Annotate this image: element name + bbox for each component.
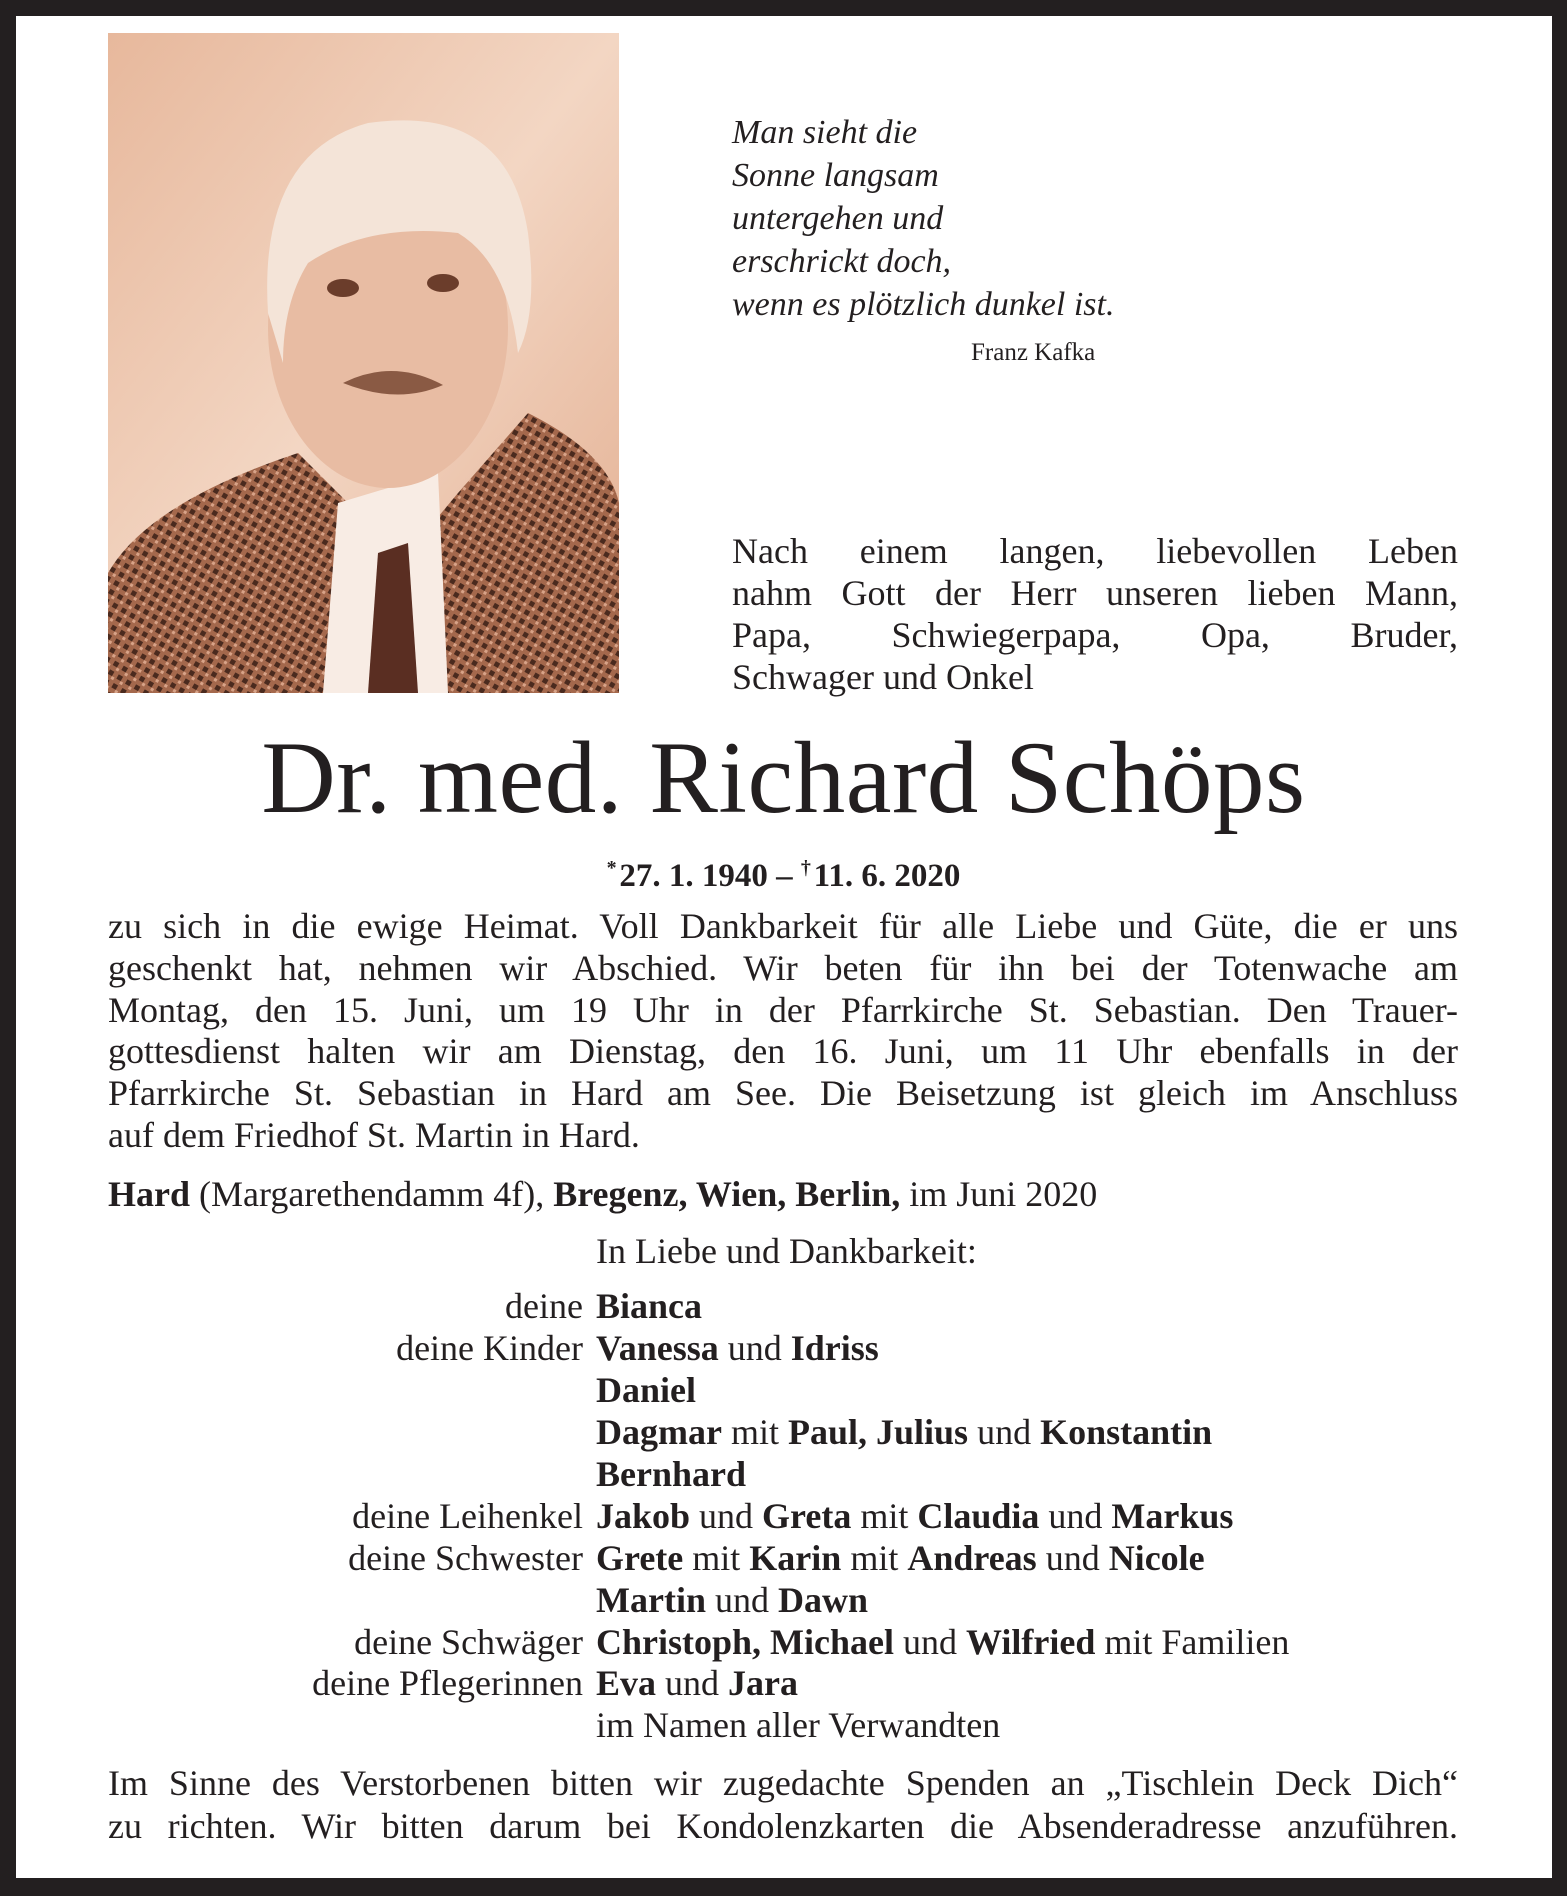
connector-text: und bbox=[656, 1663, 729, 1704]
family-member-name: Grete bbox=[596, 1537, 684, 1578]
connector-text: mit bbox=[721, 1411, 788, 1452]
place-segment: (Margarethendamm 4f), bbox=[190, 1174, 554, 1214]
family-names bbox=[596, 1537, 1205, 1579]
intro-line: Nach einem langen, liebevollen Leben bbox=[732, 531, 1458, 571]
quote-line: Man sieht die bbox=[732, 114, 918, 151]
family-member-name: Dagmar bbox=[596, 1411, 722, 1452]
quote bbox=[732, 111, 1114, 326]
family-member-name: Daniel bbox=[596, 1369, 697, 1410]
birth-symbol: * bbox=[606, 857, 617, 879]
connector-text: und bbox=[1036, 1537, 1109, 1578]
family-member-name: Karin bbox=[749, 1537, 842, 1578]
family-row bbox=[0, 1369, 1567, 1411]
body-line: auf dem Friedhof St. Martin in Hard. bbox=[108, 1114, 640, 1155]
connector-text: mit bbox=[683, 1537, 750, 1578]
death-date: 11. 6. 2020 bbox=[813, 858, 961, 894]
family-names bbox=[596, 1411, 1212, 1453]
place-segment: Hard bbox=[108, 1174, 191, 1214]
quote-line: untergehen und bbox=[732, 200, 944, 237]
connector-text: und bbox=[718, 1327, 791, 1368]
family-member-name: Paul, Julius bbox=[787, 1411, 969, 1452]
family-row bbox=[0, 1704, 1567, 1746]
family-names bbox=[596, 1453, 746, 1495]
portrait-photo-icon bbox=[108, 33, 619, 693]
family-member-name: Jara bbox=[728, 1663, 798, 1704]
family-member-name: Andreas bbox=[907, 1537, 1037, 1578]
connector-text: und bbox=[968, 1411, 1041, 1452]
body-text bbox=[108, 906, 1458, 1157]
quote-line: erschrickt doch, bbox=[732, 243, 952, 280]
relation-label: deine Pflegerinnen bbox=[312, 1663, 583, 1704]
family-row bbox=[0, 1579, 1567, 1621]
family-member-name: Idriss bbox=[790, 1327, 879, 1368]
thanks-heading: In Liebe und Dankbarkeit: bbox=[596, 1231, 977, 1271]
relation-label: deine Schwester bbox=[348, 1537, 583, 1578]
family-member-name: Nicole bbox=[1108, 1537, 1205, 1578]
family-row bbox=[0, 1495, 1567, 1537]
family-member-name: Vanessa bbox=[596, 1327, 719, 1368]
family-row bbox=[0, 1411, 1567, 1453]
family-names bbox=[596, 1704, 1000, 1746]
family-member-name: Christoph, Michael bbox=[596, 1621, 895, 1662]
family-member-name: Konstantin bbox=[1040, 1411, 1213, 1452]
connector-text: und bbox=[894, 1621, 967, 1662]
connector-text: und bbox=[705, 1579, 778, 1620]
relation-label: deine Leihenkel bbox=[352, 1495, 583, 1536]
birth-date: 27. 1. 1940 bbox=[619, 858, 768, 894]
death-symbol: † bbox=[800, 857, 811, 879]
family-row bbox=[0, 1453, 1567, 1495]
family-row bbox=[0, 1285, 1567, 1327]
connector-text: mit bbox=[851, 1495, 918, 1536]
family-member-name: Eva bbox=[596, 1663, 657, 1704]
body-line: geschenkt hat, nehmen wir Abschied. Wir beten für ihn bei der Totenwache am bbox=[108, 947, 1458, 988]
connector-text: mit Familien bbox=[1095, 1621, 1290, 1662]
family-member-name: Martin bbox=[596, 1579, 706, 1620]
relation-label: deine Kinder bbox=[396, 1327, 583, 1368]
family-row bbox=[0, 1537, 1567, 1579]
connector-text: im Namen aller Verwandten bbox=[596, 1705, 1001, 1746]
portrait-photo bbox=[108, 33, 619, 693]
family-names bbox=[596, 1662, 798, 1704]
date-separator: – bbox=[776, 858, 793, 894]
connector-text: und bbox=[690, 1495, 763, 1536]
place-segment: im Juni 2020 bbox=[900, 1174, 1098, 1214]
closing-text bbox=[108, 1762, 1458, 1848]
family-member-name: Greta bbox=[762, 1495, 852, 1536]
family-member-name: Claudia bbox=[917, 1495, 1040, 1536]
closing-line: Im Sinne des Verstorbenen bitten wir zugedachte Spenden an „Tischlein Deck Dich“ bbox=[108, 1763, 1458, 1803]
family-row bbox=[0, 1662, 1567, 1704]
closing-line: zu richten. Wir bitten darum bei Kondolenzkarten die Absenderadresse anzuführen. bbox=[108, 1806, 1458, 1846]
family-names bbox=[596, 1579, 868, 1621]
quote-line: wenn es plötzlich dunkel ist. bbox=[732, 286, 1115, 323]
relation-label: deine Schwäger bbox=[354, 1621, 583, 1662]
family-member-name: Jakob bbox=[596, 1495, 691, 1536]
intro-line: Schwager und Onkel bbox=[732, 657, 1034, 697]
family-member-name: Wilfried bbox=[966, 1621, 1096, 1662]
place-segment: Bregenz, Wien, Berlin, bbox=[553, 1174, 901, 1214]
life-dates bbox=[0, 848, 1567, 896]
quote-author: Franz Kafka bbox=[971, 339, 1096, 366]
family-names bbox=[596, 1369, 696, 1411]
family-list bbox=[0, 1285, 1567, 1746]
quote-line: Sonne langsam bbox=[732, 157, 939, 194]
family-row bbox=[0, 1327, 1567, 1369]
place-and-date bbox=[108, 1173, 1097, 1215]
connector-text: mit bbox=[841, 1537, 908, 1578]
family-names bbox=[596, 1495, 1233, 1537]
body-line: gottesdienst halten wir am Dienstag, den 16. Juni, um 11 Uhr ebenfalls in der bbox=[108, 1031, 1458, 1072]
family-names bbox=[596, 1621, 1289, 1663]
body-line: zu sich in die ewige Heimat. Voll Dankbarkeit für alle Liebe und Güte, die er uns bbox=[108, 906, 1458, 946]
body-line: Montag, den 15. Juni, um 19 Uhr in der Pfarrkirche St. Sebastian. Den Trauer- bbox=[108, 989, 1458, 1030]
family-names bbox=[596, 1327, 879, 1369]
family-member-name: Markus bbox=[1111, 1495, 1234, 1536]
family-member-name: Bianca bbox=[596, 1286, 703, 1326]
family-member-name: Bernhard bbox=[596, 1453, 747, 1494]
intro-line: nahm Gott der Herr unseren lieben Mann, bbox=[732, 573, 1458, 613]
deceased-name: Dr. med. Richard Schöps bbox=[261, 721, 1306, 835]
connector-text: und bbox=[1039, 1495, 1112, 1536]
body-line: Pfarrkirche St. Sebastian in Hard am See. Die Beisetzung ist gleich im Anschluss bbox=[108, 1073, 1458, 1114]
family-member-name: Dawn bbox=[777, 1579, 868, 1620]
family-row bbox=[0, 1621, 1567, 1663]
intro-text bbox=[732, 530, 1458, 698]
relation-label: deine bbox=[505, 1286, 583, 1326]
family-names bbox=[596, 1285, 702, 1327]
intro-line: Papa, Schwiegerpapa, Opa, Bruder, bbox=[732, 615, 1458, 655]
